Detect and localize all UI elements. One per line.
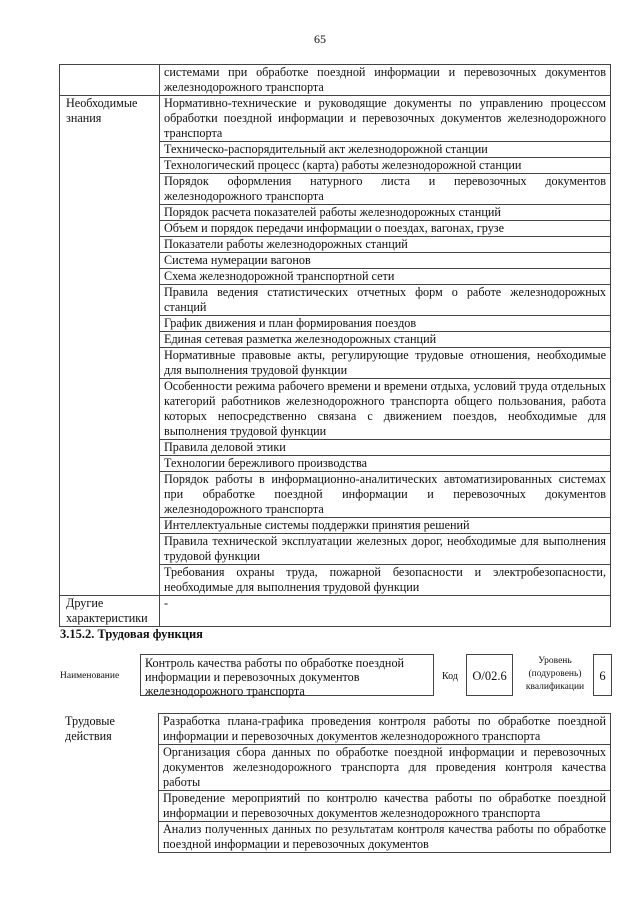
row-content: Порядок расчета показателей работы железнодорожных станций [160, 205, 611, 221]
row-content: Единая сетевая разметка железнодорожных станций [160, 332, 611, 348]
section-title: 3.15.2. Трудовая функция [60, 627, 203, 641]
row-content: Правила ведения статистических отчетных форм о работе железнодорожных станций [160, 285, 611, 316]
table-row [59, 714, 611, 745]
row-content: Правила деловой этики [160, 440, 611, 456]
row-content: Нормативно-технические и руководящие документы по управлению процессом обработки поездной информации и перевозочных документов железнодорожного транспорта [160, 96, 611, 142]
row-content: Разработка плана-графика проведения контроля работы по обработке поездной информации и перевозочных документов железнодорожного транспорта [159, 714, 611, 745]
row-content: Объем и порядок передачи информации о поездах, вагонах, грузе [160, 221, 611, 237]
row-content: Интеллектуальные системы поддержки принятия решений [160, 518, 611, 534]
name-value: Контроль качества работы по обработке поездной информации и перевозочных документов железнодорожного транспорта [140, 654, 434, 696]
row-content: Показатели работы железнодорожных станций [160, 237, 611, 253]
row-content: Особенности режима рабочего времени и времени отдыха, условий труда отдельных категорий работников железнодорожного транспорта общего пользования, работа которых непосредственно связана с движением поездов, необходимые для выполнения трудовой функции [160, 379, 611, 440]
row-content: Порядок работы в информационно-аналитических автоматизированных системах при обработке поездной информации и перевозочных документов железнодорожного транспорта [160, 472, 611, 518]
table-row [60, 96, 611, 142]
row-content: Техническо-распорядительный акт железнодорожной станции [160, 142, 611, 158]
row-content: Анализ полученных данных по результатам контроля качества работы по обработке поездной информации и перевозочных документов [159, 822, 611, 853]
row-label: Трудовые действия [65, 713, 115, 743]
row-content: - [160, 596, 611, 627]
labor-actions-table [59, 713, 611, 853]
row-content: Система нумерации вагонов [160, 253, 611, 269]
row-content: Нормативные правовые акты, регулирующие трудовые отношения, необходимые для выполнения трудовой функции [160, 348, 611, 379]
row-content: Требования охраны труда, пожарной безопасности и электробезопасности, необходимые для выполнения трудовой функции [160, 565, 611, 596]
code-label: Код [442, 671, 458, 682]
name-label: Наименование [60, 671, 120, 681]
function-header [60, 654, 612, 698]
row-content: системами при обработке поездной информации и перевозочных документов железнодорожного транспорта [160, 65, 611, 96]
row-content: Схема железнодорожной транспортной сети [160, 269, 611, 285]
knowledge-table [59, 64, 611, 627]
code-value: О/02.6 [466, 654, 513, 696]
row-content: Организация сбора данных по обработке поездной информации и перевозочных документов железнодорожного транспорта для проведения контроля качества работы [159, 745, 611, 791]
table-row [60, 65, 611, 96]
page-number: 65 [314, 32, 326, 46]
row-content: Порядок оформления натурного листа и перевозочных документов железнодорожного транспорта [160, 174, 611, 205]
row-content: Проведение мероприятий по контролю качества работы по обработке поездной информации и перевозочных документов железнодорожного транспорта [159, 791, 611, 822]
level-value: 6 [593, 654, 612, 696]
table-row [60, 596, 611, 627]
row-content: График движения и план формирования поездов [160, 316, 611, 332]
row-label: Необходимые знания [60, 96, 160, 596]
row-content: Технологический процесс (карта) работы железнодорожной станции [160, 158, 611, 174]
row-content: Правила технической эксплуатации железных дорог, необходимые для выполнения трудовой функции [160, 534, 611, 565]
row-label [60, 65, 160, 96]
row-content: Технологии бережливого производства [160, 456, 611, 472]
row-label: Другие характеристики [60, 596, 160, 627]
level-label: Уровень (подуровень) квалификации [525, 656, 585, 692]
